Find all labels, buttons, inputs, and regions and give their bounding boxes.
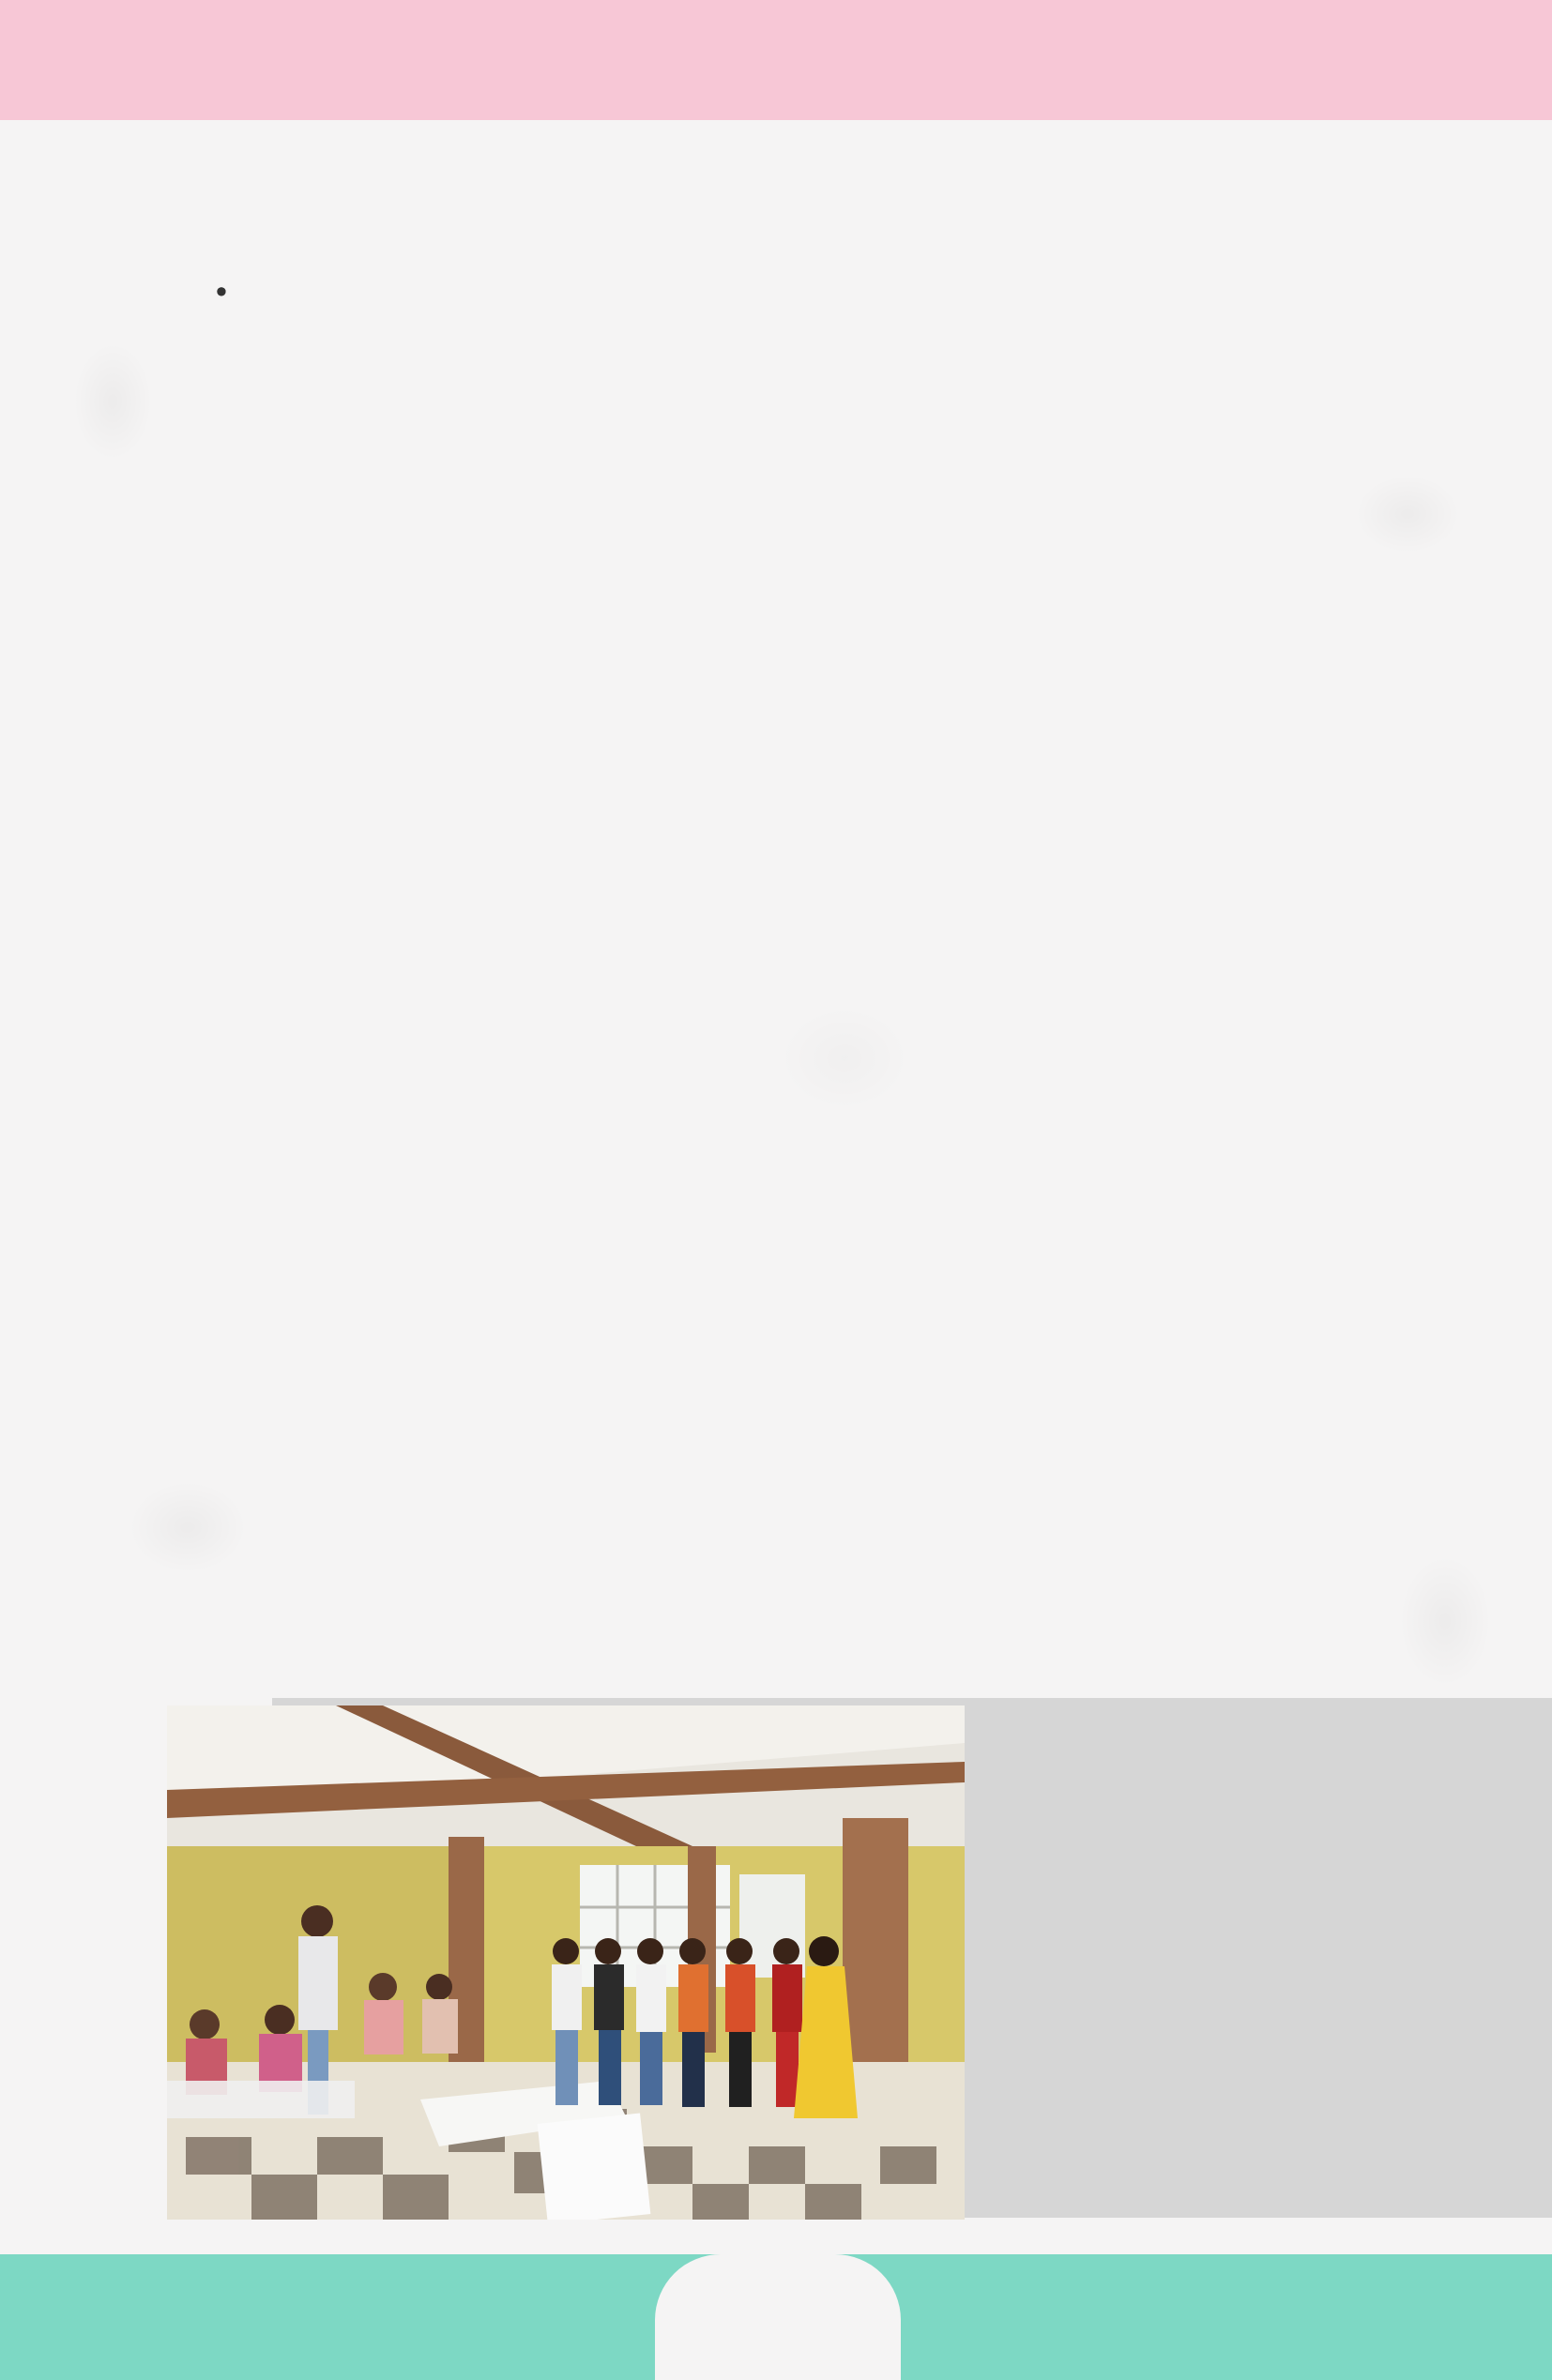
main-content (167, 216, 1385, 266)
group-photo (167, 1705, 965, 2220)
top-band-pattern (0, 0, 1552, 120)
page-number-tab (655, 2254, 901, 2380)
top-decorative-band (0, 0, 1552, 120)
photo-illustration (167, 1705, 965, 2220)
